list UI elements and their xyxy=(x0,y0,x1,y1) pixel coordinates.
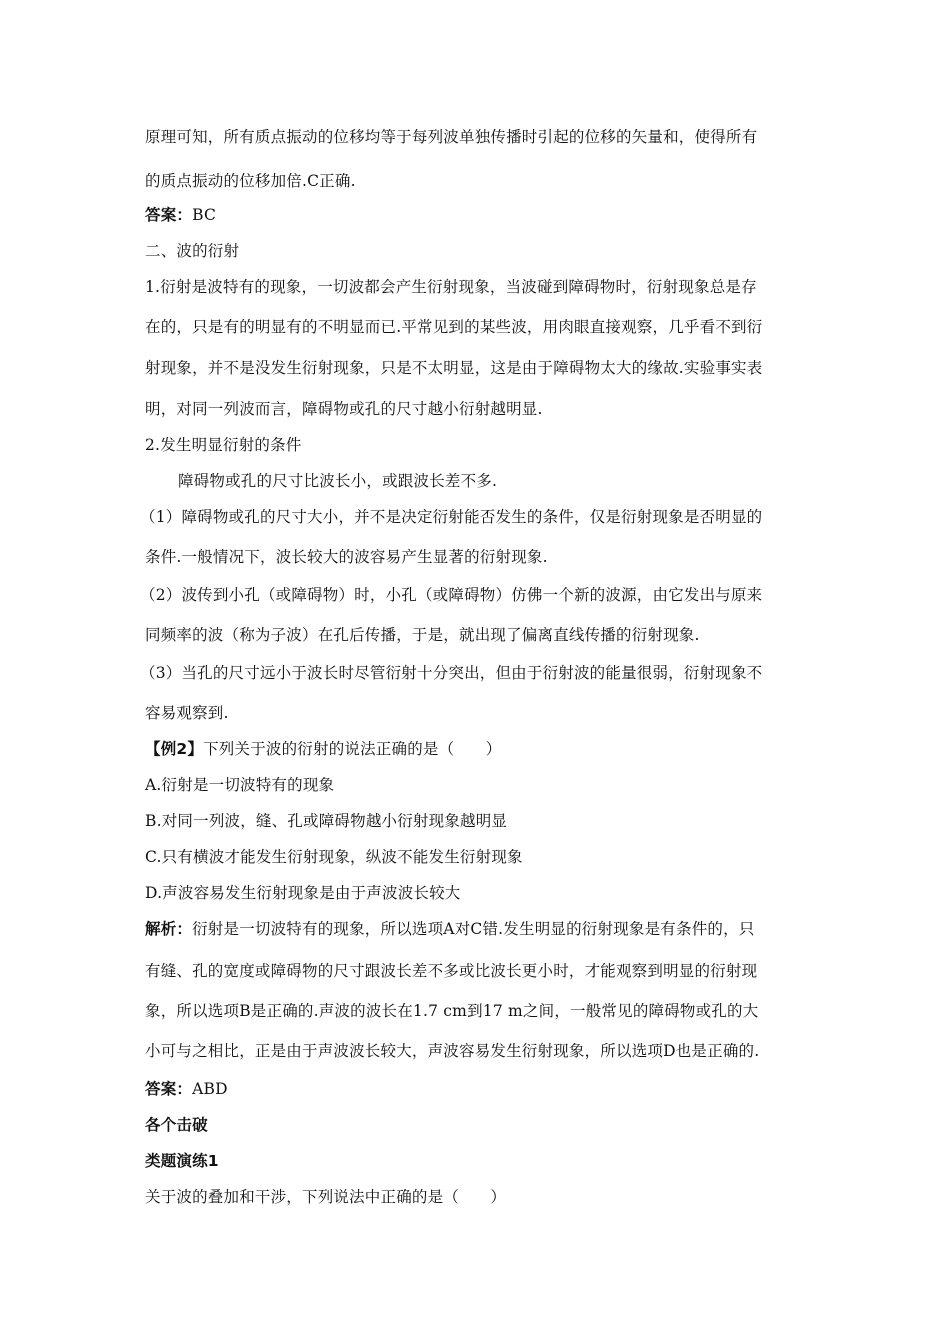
paragraph-line: （3）当孔的尺寸远小于波长时尽管衍射十分突出，但由于衍射波的能量很弱，衍射现象不 xyxy=(140,664,763,682)
exercise-heading: 类题演练1 xyxy=(145,1152,219,1170)
paragraph-line: 原理可知，所有质点振动的位移均等于每列波单独传播时引起的位移的矢量和，使得所有 xyxy=(145,128,758,146)
answer-value: ABD xyxy=(192,1080,228,1098)
section-heading: 二、波的衍射 xyxy=(145,242,240,260)
subsection-heading: 2.发生明显衍射的条件 xyxy=(145,436,302,454)
paragraph-line: 明，对同一列波而言，障碍物或孔的尺寸越小衍射越明显. xyxy=(145,400,543,418)
paragraph-line: 小可与之相比，正是由于声波波长较大，声波容易发生衍射现象，所以选项D也是正确的. xyxy=(145,1042,760,1060)
option-b: B.对同一列波，缝、孔或障碍物越小衍射现象越明显 xyxy=(145,812,508,830)
paragraph-line: 障碍物或孔的尺寸比波长小，或跟波长差不多. xyxy=(178,472,498,490)
option-c: C.只有横波才能发生衍射现象，纵波不能发生衍射现象 xyxy=(145,848,523,866)
paragraph-line: （2）波传到小孔（或障碍物）时，小孔（或障碍物）仿佛一个新的波源，由它发出与原来 xyxy=(140,586,763,604)
paragraph-line: 象，所以选项B是正确的.声波的波长在1.7 cm到17 m之间，一般常见的障碍物或孔的大 xyxy=(145,1002,759,1020)
paragraph-line: （1）障碍物或孔的尺寸大小，并不是决定衍射能否发生的条件，仅是衍射现象是否明显的 xyxy=(140,508,763,526)
answer-line xyxy=(145,1078,825,1100)
option-d: D.声波容易发生衍射现象是由于声波波长较大 xyxy=(145,884,461,902)
answer-label: 答案： xyxy=(145,1080,193,1098)
example-question xyxy=(145,738,825,760)
answer-line xyxy=(145,204,825,226)
paragraph-line: 射现象，并不是没发生衍射现象，只是不太明显，这是由于障碍物太大的缘故.实验事实表 xyxy=(145,359,763,377)
exercise-question: 关于波的叠加和干涉，下列说法中正确的是（ ） xyxy=(145,1188,507,1206)
paragraph-line: 容易观察到. xyxy=(145,704,229,722)
example-label: 【例2】 xyxy=(145,740,204,758)
analysis-line xyxy=(145,918,825,940)
paragraph-line: 在的，只是有的明显有的不明显而已.平常见到的某些波，用肉眼直接观察，几乎看不到衍 xyxy=(145,318,763,336)
analysis-text: 衍射是一切波特有的现象，所以选项A对C错.发生明显的衍射现象是有条件的，只 xyxy=(192,920,755,938)
analysis-label: 解析： xyxy=(145,920,193,938)
section-heading-bold: 各个击破 xyxy=(145,1116,208,1134)
example-text: 下列关于波的衍射的说法正确的是（ ） xyxy=(203,740,502,758)
option-a: A.衍射是一切波特有的现象 xyxy=(145,776,335,794)
paragraph-line: 1.衍射是波特有的现象，一切波都会产生衍射现象，当波碰到障碍物时，衍射现象总是存 xyxy=(145,278,757,296)
paragraph-line: 的质点振动的位移加倍.C正确. xyxy=(145,172,356,190)
paragraph-line: 同频率的波（称为子波）在孔后传播，于是，就出现了偏离直线传播的衍射现象. xyxy=(145,626,700,644)
paragraph-line: 条件.一般情况下，波长较大的波容易产生显著的衍射现象. xyxy=(145,548,548,566)
paragraph-line: 有缝、孔的宽度或障碍物的尺寸跟波长差不多或比波长更小时，才能观察到明显的衍射现 xyxy=(145,962,758,980)
answer-value: BC xyxy=(192,206,217,224)
answer-label: 答案： xyxy=(145,206,193,224)
